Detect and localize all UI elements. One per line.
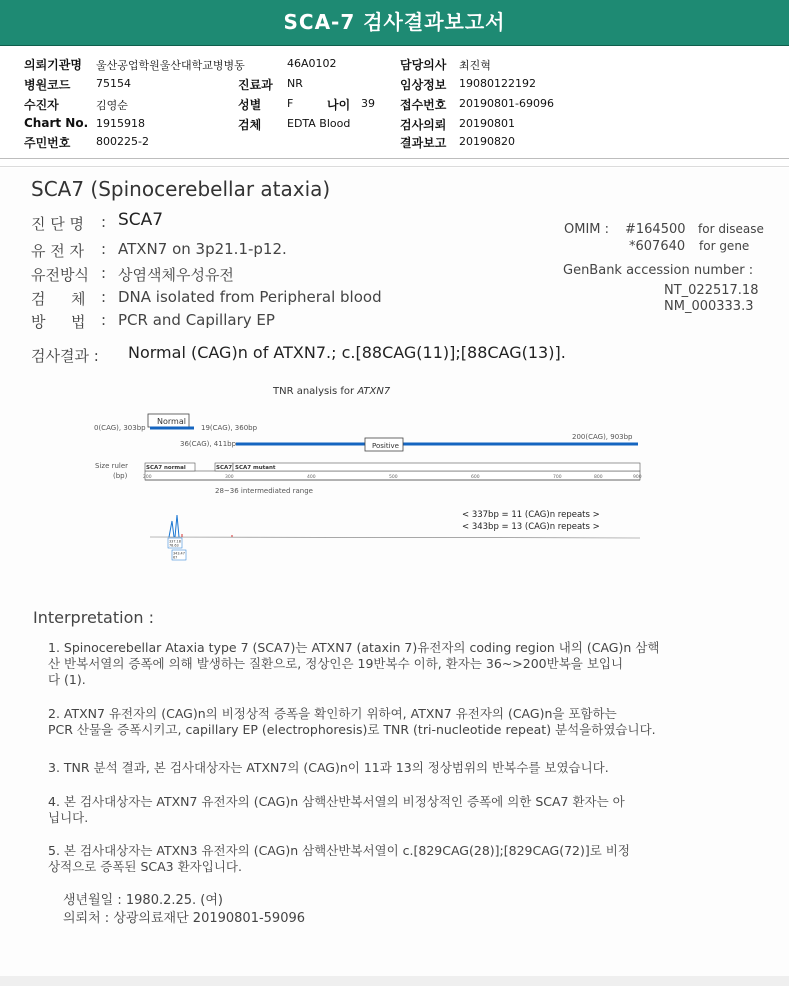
tick-label: 900 [633,475,642,480]
hdr-label-request-date: 검사의뢰 [400,118,447,132]
ruler-seg3-label: SCA7 mutant [235,465,276,471]
result-label: 검사결과 : [31,347,99,365]
hdr-label-sex: 성별 [238,98,262,112]
interp-paragraph-5 [48,843,630,875]
hdr-value-report-date: 20190820 [459,135,515,148]
omim-disease: #164500 [625,222,686,237]
genbank-nm: NM_000333.3 [664,299,754,314]
hdr-label-age: 나이 [327,98,351,112]
field-value-inheritance: 상염색체우성유전 [118,266,234,284]
interp-paragraph-2 [48,706,656,738]
hdr-label-receipt-no: 접수번호 [400,98,447,112]
peak-343 [175,515,179,537]
hdr-label-report-date: 결과보고 [400,136,447,150]
repeat-call-1: < 337bp = 11 (CAG)n repeats > [462,510,600,520]
omim-gene: *607640 [629,239,686,254]
genbank-label: GenBank accession number : [563,263,754,278]
interp-line: 2. ATXN7 유전자의 (CAG)n의 비정상적 증폭을 확인하기 위하여, ATXN7 유전자의 (CAG)n을 포함하는 [48,706,617,721]
interp-line: 산 반복서열의 증폭에 의해 발생하는 질환으로, 정상인은 19반복수 이하, 환자는 36~>200반복을 보입니 [48,656,624,671]
hdr-value-patient: 김영순 [96,99,128,112]
tick-label: 300 [225,475,234,480]
interp-line: 4. 본 검사대상자는 ATXN7 유전자의 (CAG)n 삼핵산반복서열의 비정상적인 증폭에 의한 SCA7 환자는 아 [48,794,625,809]
hdr-value-request-date: 20190801 [459,117,515,130]
field-colon: : [101,240,107,258]
hdr-label-hospital-code: 병원코드 [24,78,71,92]
interp-line: 5. 본 검사대상자는 ATXN3 유전자의 (CAG)n 삼핵산반복서열이 c.[829CAG(28)];[829CAG(72)]로 비정 [48,843,630,858]
trace-baseline [150,537,640,538]
field-label-inheritance: 유전방식 [31,266,89,284]
interp-line: PCR 산물을 증폭시키고, capillary EP (electrophoresis)로 TNR (tri-nucleotide repeat) 분석을하였습니다. [48,722,656,737]
field-value-specimen: DNA isolated from Peripheral blood [118,288,382,306]
label-200cag: 200(CAG), 903bp [572,433,633,441]
bp-label: (bp) [113,472,128,480]
peak-tag-1: 337.18 [169,539,181,544]
referral-note: 의뢰처 : 상광의료재단 20190801-59096 [63,911,306,926]
ruler-seg-mutant [233,463,640,471]
field-value-diagnosis: SCA7 [118,210,164,230]
interpretation-title: Interpretation : [33,608,154,627]
hdr-label-institution: 의뢰기관명 [24,58,82,72]
size-ruler-label: Size ruler [95,462,129,470]
hdr-value-chart-no: 1915918 [96,117,145,130]
hdr-label-resident-no: 주민번호 [24,136,71,150]
repeat-call-2: < 343bp = 13 (CAG)n repeats > [462,522,600,532]
interp-line: 닙니다. [48,810,89,825]
tick-label: 600 [471,475,480,480]
field-value-method: PCR and Capillary EP [118,311,275,329]
tick-label: 400 [307,475,316,480]
peak-tag-2: 78.63 [169,543,179,548]
tick-label: 800 [594,475,603,480]
hdr-value-resident-no: 800225-2 [96,135,149,148]
figure-title: TNR analysis for ATXN7 [273,386,391,397]
field-colon: : [101,264,107,282]
header-divider [0,158,789,159]
tnr-figure [0,375,789,575]
hdr-label-specimen: 검체 [238,118,262,132]
hdr-value-institution: 울산공업학원울산대학교병병동 [96,59,245,72]
interp-line: 1. Spinocerebellar Ataxia type 7 (SCA7)는 ATXN7 (ataxin 7)유전자의 coding region 내의 (CAG)n 삼핵 [48,640,660,655]
birth-date-note: 생년월일 : 1980.2.25. (여) [63,893,224,908]
hdr-value-sex: F [287,97,294,110]
result-value: Normal (CAG)n of ATXN7.; c.[88CAG(11)];[88CAG(13)]. [128,343,566,362]
label-36cag: 36(CAG), 411bp [180,440,237,448]
peak-tag-3: 343.47 [173,551,185,556]
field-label-specimen-2: 체 [71,290,86,308]
label-0cag: 0(CAG), 303bp [94,424,146,432]
field-colon: : [101,311,107,329]
hdr-label-patient: 수진자 [24,98,59,112]
hdr-value-hospital-code: 75154 [96,77,131,90]
normal-box-label: Normal [157,417,186,426]
interp-paragraph-1 [48,640,659,688]
tick-label: 500 [389,475,398,480]
hdr-value-specimen: EDTA Blood [287,117,351,130]
tick-label: 200 [143,475,152,480]
disease-title: SCA7 (Spinocerebellar ataxia) [31,177,331,201]
field-label-method-2: 법 [71,313,86,331]
interp-paragraph-3 [48,760,609,776]
hdr-value-doctor: 최진혁 [459,59,491,72]
peak-tag-4: 67 [173,555,178,560]
label-19cag: 19(CAG), 360bp [201,424,258,432]
interp-line: 3. TNR 분석 결과, 본 검사대상자는 ATXN7의 (CAG)n이 11과 13의 정상범위의 반복수를 보였습니다. [48,760,609,775]
hdr-value-receipt-no: 20190801-69096 [459,97,554,110]
omim-disease-note: for disease [698,222,764,236]
field-label-gene: 유 전 자 [31,242,85,260]
field-colon: : [101,213,107,231]
hdr-label-doctor: 담당의사 [400,58,447,72]
genbank-nt: NT_022517.18 [664,283,759,298]
positive-box-label: Positive [372,442,399,450]
peak-337 [169,521,174,537]
field-label-specimen: 검 [31,290,46,308]
field-label-diagnosis: 진 단 명 [31,215,85,233]
tick-label: 700 [553,475,562,480]
header-divider-2 [0,166,789,167]
interp-line: 다 (1). [48,672,86,687]
page-bottom-band [0,976,789,986]
hdr-value-department: NR [287,77,303,90]
report-title: SCA-7 검사결과보고서 [283,10,506,34]
hdr-value-clinical-info: 19080122192 [459,77,536,90]
intermediate-range-label: 28~36 intermediated range [215,487,313,495]
interp-line: 상적으로 증폭된 SCA3 환자입니다. [48,859,242,874]
field-colon: : [101,288,107,306]
omim-gene-note: for gene [699,239,750,253]
hdr-label-chart-no: Chart No. [24,116,89,130]
omim-label: OMIM : [564,222,610,237]
ruler-seg2-label: SCA7 [216,465,233,471]
field-value-gene: ATXN7 on 3p21.1-p12. [118,240,287,258]
hdr-label-department: 진료과 [238,78,273,92]
hdr-value-age: 39 [361,97,375,110]
field-label-method: 방 [31,313,46,331]
hdr-label-clinical-info: 임상정보 [400,78,447,92]
interp-paragraph-4 [48,794,625,826]
hdr-value-ward-code: 46A0102 [287,57,337,70]
ruler-seg1-label: SCA7 normal [146,465,186,471]
